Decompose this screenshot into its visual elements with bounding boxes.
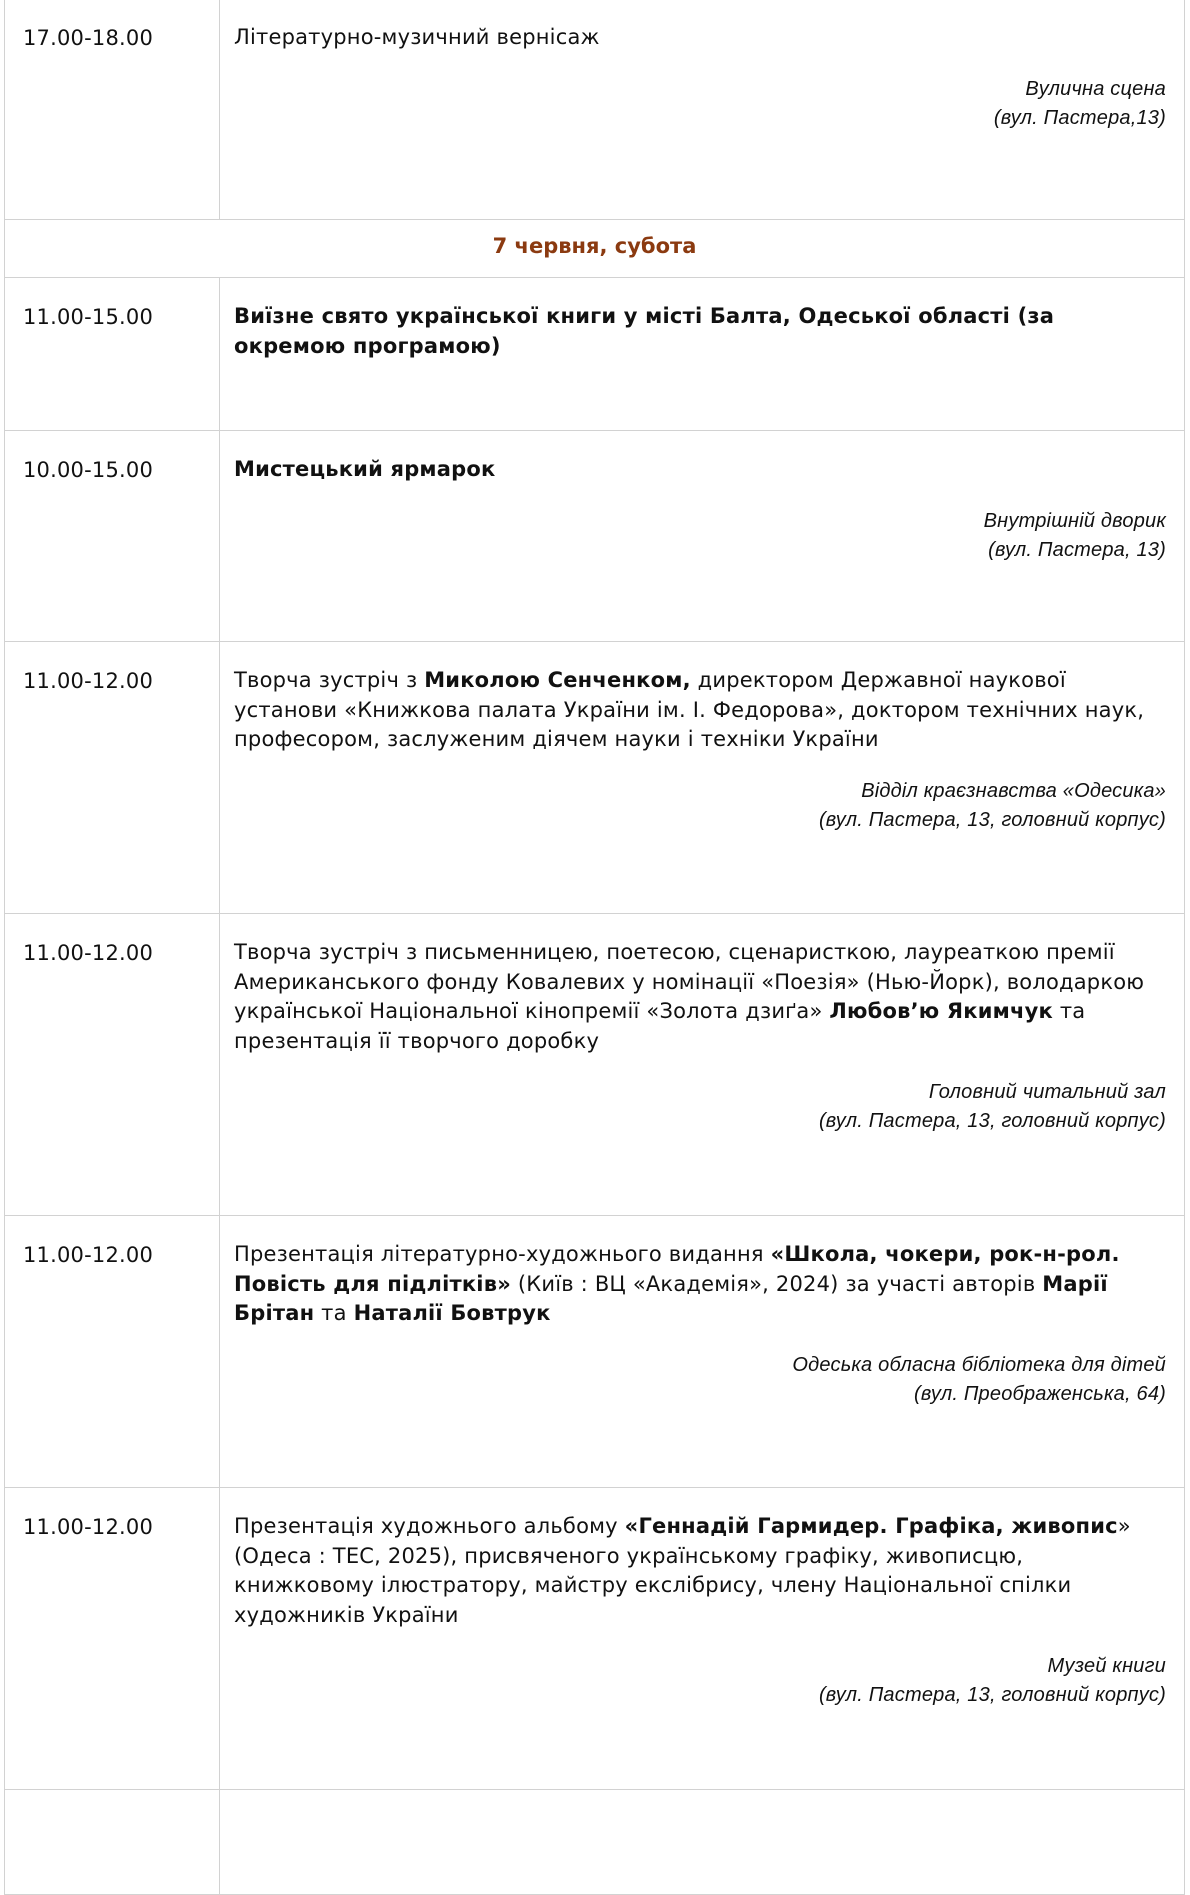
event-row [5, 1216, 1185, 1488]
event-venue [234, 1078, 1166, 1136]
event-details [220, 642, 1185, 914]
event-details [220, 0, 1185, 220]
event-row [5, 642, 1185, 914]
day-header-row [5, 220, 1185, 278]
event-row [5, 431, 1185, 642]
event-row [5, 278, 1185, 431]
event-time [5, 1790, 220, 1895]
event-time: 11.00-12.00 [5, 642, 220, 914]
event-details [220, 914, 1185, 1216]
event-title-bold-segment: «Школа, чокери, рок-н-рол. Повість для підлітків» [234, 1242, 1120, 1296]
event-time: 11.00-12.00 [5, 1488, 220, 1790]
event-time: 17.00-18.00 [5, 0, 220, 220]
event-time: 11.00-15.00 [5, 278, 220, 431]
event-time: 10.00-15.00 [5, 431, 220, 642]
venue-address: (вул. Преображенська, 64) [914, 1382, 1166, 1405]
venue-name: Внутрішній дворик [983, 509, 1166, 532]
event-title-bold-segment: Марії Брітан [234, 1271, 1108, 1325]
event-title [234, 455, 1166, 485]
event-venue [234, 777, 1166, 835]
event-details [220, 1488, 1185, 1790]
event-title-bold-segment: «Геннадій Гармидер. Графіка, живопис [624, 1514, 1118, 1538]
event-title-segment: Творча зустріч з письменницею, поетесою, сценаристкою, лауреаткою премії Американського фонду Ковалевих у номінації «Поезія» (Нью-Йорк), володаркою української Національної кінопремії «Золота дзиґа» [234, 940, 1145, 1023]
venue-address: (вул. Пастера, 13, головний корпус) [818, 1684, 1166, 1706]
event-title-segment: Презентація художнього альбому [234, 1514, 625, 1538]
event-venue [234, 507, 1166, 565]
event-venue [234, 75, 1166, 133]
venue-name: Одеська обласна бібліотека для дітей [792, 1353, 1166, 1376]
event-title [234, 302, 1166, 361]
schedule-table [4, 0, 1185, 1895]
event-venue [234, 1652, 1166, 1710]
event-title-segment: Творча зустріч з [234, 668, 425, 692]
event-time: 11.00-12.00 [5, 1216, 220, 1488]
schedule-body [5, 0, 1185, 1895]
event-details [220, 1216, 1185, 1488]
event-time: 11.00-12.00 [5, 914, 220, 1216]
day-header: 7 червня, субота [5, 220, 1185, 278]
event-title-segment: Літературно-музичний вернісаж [234, 25, 600, 49]
event-title-bold-segment: Наталії Бовтрук [353, 1301, 551, 1325]
event-details [220, 431, 1185, 642]
venue-name: Відділ краєзнавства «Одесика» [861, 779, 1166, 802]
event-title-segment: директором Державної наукової установи «Книжкова палата України ім. І. Федорова», доктором технічних наук, професором, заслуженим діячем науки і техніки України [234, 668, 1145, 751]
event-row [5, 914, 1185, 1216]
event-title [234, 666, 1166, 755]
venue-name: Музей книги [1047, 1655, 1166, 1677]
event-title-bold-segment: Мистецький ярмарок [234, 457, 496, 481]
event-title-segment: (Київ : ВЦ «Академія», 2024) за участі авторів [510, 1271, 1043, 1296]
event-title [234, 1240, 1166, 1329]
event-title-segment: » (Одеса : ТЕС, 2025), присвяченого українському графіку, живописцю, книжковому ілюстратору, майстру екслібрису, члену Національної спілки художників України [234, 1514, 1131, 1627]
event-venue [234, 1351, 1166, 1409]
event-title [234, 938, 1166, 1056]
venue-name: Головний читальний зал [928, 1081, 1166, 1103]
event-title-segment: та презентація її творчого доробку [234, 999, 1086, 1053]
event-title-bold-segment: Миколою Сенченком, [424, 668, 691, 692]
event-row [5, 1488, 1185, 1790]
venue-address: (вул. Пастера,13) [993, 106, 1166, 129]
venue-address: (вул. Пастера, 13) [988, 538, 1166, 561]
venue-address: (вул. Пастера, 13, головний корпус) [818, 1110, 1166, 1132]
event-details [220, 278, 1185, 431]
event-title-bold-segment: Виїзне свято української книги у місті Балта, Одеської області (за окремою програмою) [234, 304, 1055, 358]
event-title-segment: та [314, 1301, 354, 1325]
event-title-segment: Презентація літературно-художнього видання [234, 1242, 771, 1266]
event-row [5, 1790, 1185, 1895]
event-title [234, 23, 1166, 53]
venue-name: Вулична сцена [1025, 77, 1166, 100]
venue-address: (вул. Пастера, 13, головний корпус) [818, 808, 1166, 831]
event-title-bold-segment: Любов’ю Якимчук [829, 999, 1053, 1023]
event-details [220, 1790, 1185, 1895]
event-title [234, 1512, 1166, 1630]
event-row [5, 0, 1185, 220]
